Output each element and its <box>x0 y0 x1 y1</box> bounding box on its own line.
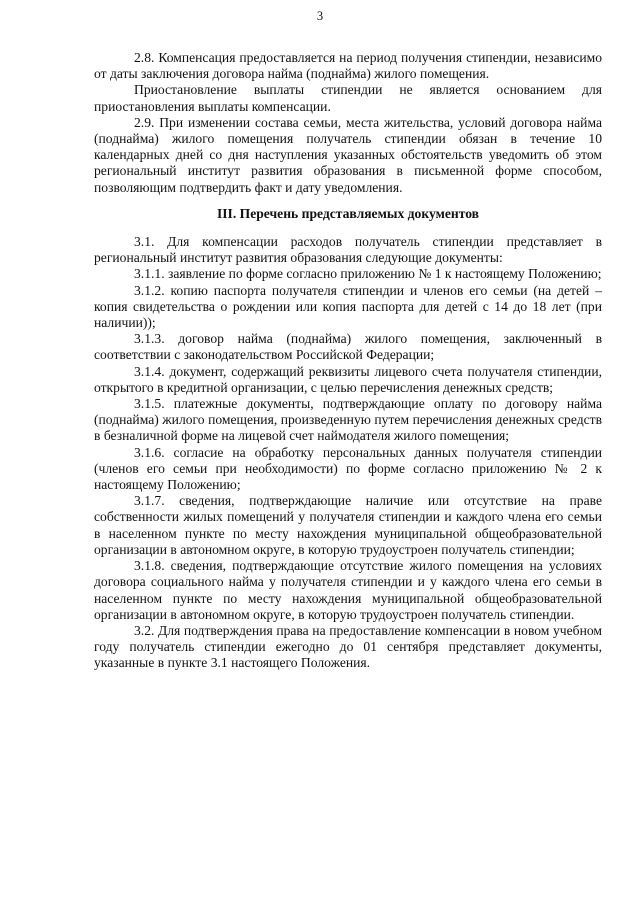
page-number: 3 <box>316 9 324 23</box>
paragraph-2-8: 2.8. Компенсация предоставляется на период получения стипендии, независимо от даты заключения договора найма (поднайма) жилого помещения. <box>94 50 602 82</box>
paragraph-3-1-6: 3.1.6. согласие на обработку персональных данных получателя стипендии (членов его семьи при необходимости) по форме согласно приложению № 2 к настоящему Положению; <box>94 444 602 493</box>
paragraph-3-1-1: 3.1.1. заявление по форме согласно приложению № 1 к настоящему Положению; <box>134 266 602 282</box>
section-title: III. Перечень представляемых документов <box>216 205 480 221</box>
paragraph-3-1-8: 3.1.8. сведения, подтверждающие отсутствие жилого помещения на условиях договора социального найма у получателя стипендии и у каждого члена его семьи в населенном пункте по месту нахождения муниципальной общеобразовательной организации в автономном округе, в которую трудоустроен получатель стипендии. <box>94 558 602 622</box>
paragraph-3-1-5: 3.1.5. платежные документы, подтверждающие оплату по договору найма (поднайма) жилого помещения, произведенную путем перечисления денежных средств в безналичной форме на лицевой счет наймодателя жилого помещения; <box>94 396 602 444</box>
paragraph-3-1-2: 3.1.2. копию паспорта получателя стипендии и членов его семьи (на детей – копия свидетельства о рождении или копия паспорта для детей с 14 до 18 лет (при наличии)); <box>94 282 602 331</box>
paragraph-3-1: 3.1. Для компенсации расходов получатель стипендии представляет в региональный институт развития образования следующие документы: <box>94 234 602 266</box>
paragraph-3-1-7: 3.1.7. сведения, подтверждающие наличие или отсутствие на праве собственности жилых помещений у получателя стипендии и каждого члена его семьи в населенном пункте по месту нахождения муниципальной общеобразовательной организации в автономном округе, в которую трудоустроен получатель стипендии; <box>94 493 602 557</box>
paragraph-2-9: 2.9. При изменении состава семьи, места жительства, условий договора найма (поднайма) жилого помещения получатель стипендии обязан в течение 10 календарных дней со дня наступления указанных обстоятельств уведомить об этом региональный институт развития образования в письменной форме способом, позволяющим подтвердить факт и дату уведомления. <box>94 114 602 195</box>
paragraph-3-2: 3.2. Для подтверждения права на предоставление компенсации в новом учебном году получатель стипендии ежегодно до 01 сентября представляет документы, указанные в пункте 3.1 настоящего Положения. <box>94 622 602 671</box>
paragraph-suspension-note: Приостановление выплаты стипендии не является основанием для приостановления выплаты компенсации. <box>94 82 602 114</box>
document-body <box>94 50 602 672</box>
paragraph-3-1-3: 3.1.3. договор найма (поднайма) жилого помещения, заключенный в соответствии с законодательством Российской Федерации; <box>94 331 602 363</box>
paragraph-3-1-4: 3.1.4. документ, содержащий реквизиты лицевого счета получателя стипендии, открытого в кредитной организации, с целью перечисления денежных средств; <box>94 363 602 395</box>
